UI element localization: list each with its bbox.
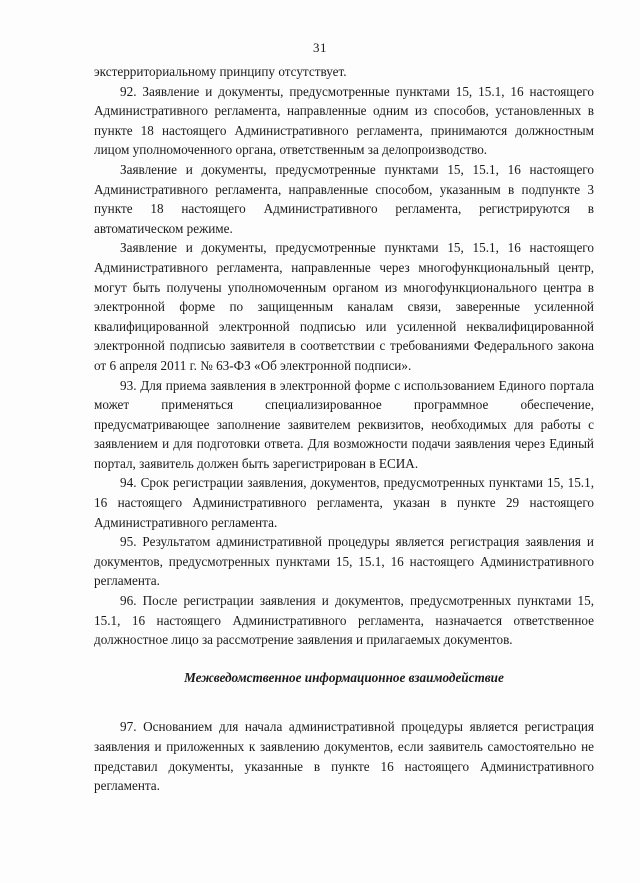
paragraph-95: 95. Результатом административной процедуры является регистрация заявления и документов, предусмотренных пунктами 15, 15.1, 16 настоящего Административного регламента. bbox=[94, 534, 594, 589]
paragraph-96: 96. После регистрации заявления и документов, предусмотренных пунктами 15, 15.1, 16 настоящего Административного регламента, назначается ответственное должностное лицо за рассмотрение заявления и прилагаемых документов. bbox=[94, 593, 594, 648]
paragraph-92-mfc: Заявление и документы, предусмотренные пунктами 15, 15.1, 16 настоящего Административного регламента, направленные через многофункциональный центр, могут быть получены уполномоченным органом из многофункционального центра в электронной форме по защищенным каналам связи, заверенные усиленной квалифицированной электронной подписью или усиленной неквалифицированной электронной подписью заявителя в соответствии с требованиями Федерального закона от 6 апреля 2011 г. № 63-ФЗ «Об электронной подписи». bbox=[94, 240, 594, 373]
paragraph-92-auto-registration: Заявление и документы, предусмотренные пунктами 15, 15.1, 16 настоящего Административного регламента, направленные способом, указанным в подпункте 3 пункте 18 настоящего Административного регламента, регистрируются в автоматическом режиме. bbox=[94, 161, 594, 236]
document-body bbox=[94, 62, 594, 796]
paragraph-92: 92. Заявление и документы, предусмотренные пунктами 15, 15.1, 16 настоящего Административного регламента, направленные одним из способов, установленных в пункте 18 настоящего Административного регламента, принимаются должностным лицом уполномоченного органа, ответственным за делопроизводство. bbox=[94, 83, 594, 158]
paragraph-97: 97. Основанием для начала административной процедуры является регистрация заявления и приложенных к заявлению документов, если заявитель самостоятельно не представил документы, указанные в пункте 16 настоящего Административного регламента. bbox=[94, 719, 594, 794]
paragraph-continuation: экстерриториальному принципу отсутствует. bbox=[94, 64, 347, 79]
paragraph-94: 94. Срок регистрации заявления, документов, предусмотренных пунктами 15, 15.1, 16 настоящего Административного регламента, указан в пункте 29 настоящего Административного регламента. bbox=[94, 475, 594, 530]
page-number: 31 bbox=[313, 40, 327, 55]
section-heading: Межведомственное информационное взаимодействие bbox=[184, 669, 504, 685]
paragraph-93: 93. Для приема заявления в электронной форме с использованием Единого портала может применяться специализированное программное обеспечение, предусматривающее заполнение заявителем реквизитов, необходимых для работы с заявлением и для подготовки ответа. Для возможности подачи заявления через Единый портал, заявитель должен быть зарегистрирован в ЕСИА. bbox=[94, 377, 594, 471]
